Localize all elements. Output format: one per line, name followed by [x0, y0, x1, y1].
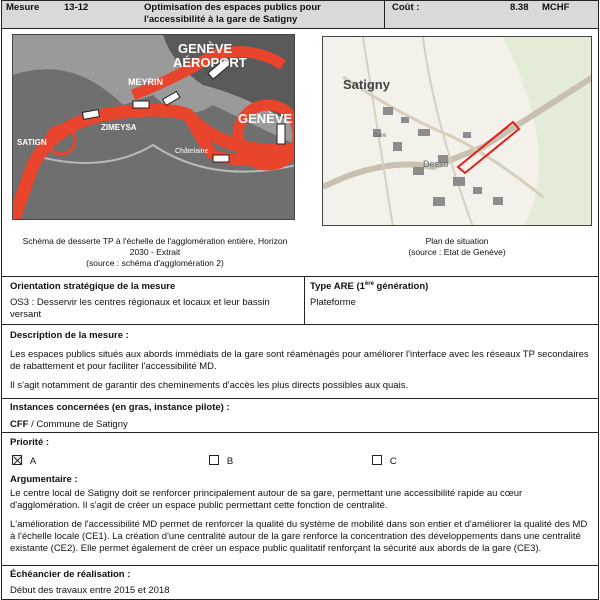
scheme-map-graphic	[13, 35, 295, 220]
description-heading: Description de la mesure :	[10, 330, 129, 341]
map2-caption-line2: (source : Etat de Genève)	[408, 247, 506, 257]
situation-plan-map	[322, 36, 592, 226]
header-divider	[384, 1, 385, 29]
argumentaire-paragraph-1: Le centre local de Satigny doit se renforcer principalement autour de sa gare, permettant une accessibilité rapide au cœur d'agglomération. Il s'agit de créer un espace public permettant cette fonction de centralité.	[10, 488, 523, 511]
map1-label-geneve: GENÈVE	[238, 111, 293, 126]
type-are-heading-prefix: Type ARE (1	[310, 281, 365, 293]
description-paragraph-2: Il s'agit notamment de garantir des cheminements d'accès les plus directs possibles aux quais.	[10, 380, 409, 391]
orientation-heading: Orientation stratégique de la mesure	[10, 281, 176, 292]
type-are-text: Plateforme	[310, 297, 356, 308]
priorite-option-b	[209, 455, 233, 468]
type-are-heading-sup: ère	[364, 281, 374, 287]
priorite-option-a	[12, 455, 36, 468]
cout-value: 8.38	[510, 2, 529, 13]
orientation-divider	[304, 277, 305, 325]
mesure-label: Mesure	[6, 2, 40, 13]
priorite-c-checkbox	[372, 455, 382, 465]
mesure-number: 13-12	[64, 2, 89, 13]
map1-label-aeroport-l1: GENÈVE	[178, 41, 233, 56]
map1-label-meyrin: MEYRIN	[128, 77, 164, 87]
orientation-text: OS3 : Desservir les centres régionaux et locaux et leur bassin versant	[10, 297, 270, 320]
argumentaire-paragraph-2: L'amélioration de l'accessibilité MD permet de renforcer la qualité du système de mobilité dans son entier et d'améliorer la qualité des MD à l'échelle locale (CE1). La création d'une centralité autour de la gare renforce la concentration des développements dans une centralité existante (CE2). Elle permet également de créer un espace public qualitatif renforçant la sécurité aux abords de la gare (CE3).	[10, 519, 588, 554]
priorite-heading: Priorité :	[10, 437, 50, 448]
map1-caption-line2: 2030 - Extrait	[129, 247, 181, 257]
map2-caption	[322, 236, 592, 258]
type-are-heading-suffix: génération)	[373, 281, 429, 293]
map2-caption-line1: Plan de situation	[425, 236, 489, 246]
situation-map-graphic	[323, 37, 592, 226]
argumentaire-heading: Argumentaire :	[10, 474, 78, 485]
map2-label-gare: Gare	[373, 133, 387, 139]
priorite-c-label: C	[389, 456, 397, 467]
instances-text	[10, 419, 128, 431]
type-are-heading	[310, 281, 428, 293]
cout-label: Coût :	[392, 2, 420, 13]
map2-label-desso: Desso	[423, 159, 449, 169]
echeancier-section	[2, 566, 598, 599]
echeancier-text: Début des travaux entre 2015 et 2018	[10, 585, 170, 596]
echeancier-heading: Échéancier de réalisation :	[10, 569, 131, 580]
instances-pilot: CFF	[10, 419, 29, 430]
map1-label-chatelaine: Châtelaine	[175, 148, 209, 155]
measure-sheet	[1, 0, 599, 600]
priorite-a-label: A	[29, 456, 37, 467]
map1-caption	[14, 236, 296, 269]
map1-label-satigny: SATIGN	[17, 138, 47, 147]
map2-label-satigny: Satigny	[343, 77, 390, 92]
priorite-argumentaire-section	[2, 433, 598, 566]
priorite-option-c	[372, 455, 397, 468]
instances-section	[2, 399, 598, 433]
priorite-a-checkbox	[12, 455, 22, 465]
description-paragraph-1: Les espaces publics situés aux abords immédiats de la gare sont réaménagés pour améliorer l'interface avec les réseaux TP secondaires de rabattement et pour faciliter l'accessibilité MD.	[10, 349, 589, 372]
priorite-b-label: B	[226, 456, 234, 467]
orientation-row	[2, 277, 598, 325]
description-section	[2, 325, 598, 399]
map1-label-zimeysa: ZIMEYSA	[101, 123, 137, 132]
priorite-b-checkbox	[209, 455, 219, 465]
maps-section	[2, 29, 598, 277]
agglomeration-scheme-map	[12, 34, 295, 220]
instances-heading: Instances concernées (en gras, instance pilote) :	[10, 402, 230, 413]
map1-caption-line1: Schéma de desserte TP à l'échelle de l'agglomération entière, Horizon	[22, 236, 288, 246]
map1-caption-line3: (source : schéma d'agglomération 2)	[86, 258, 224, 268]
instances-others: / Commune de Satigny	[28, 419, 128, 430]
header-row	[2, 1, 598, 29]
mesure-title: Optimisation des espaces publics pour l'accessibilité à la gare de Satigny	[144, 2, 321, 25]
cout-unit: MCHF	[542, 2, 570, 13]
map1-label-aeroport-l2: AÉROPORT	[173, 55, 247, 70]
